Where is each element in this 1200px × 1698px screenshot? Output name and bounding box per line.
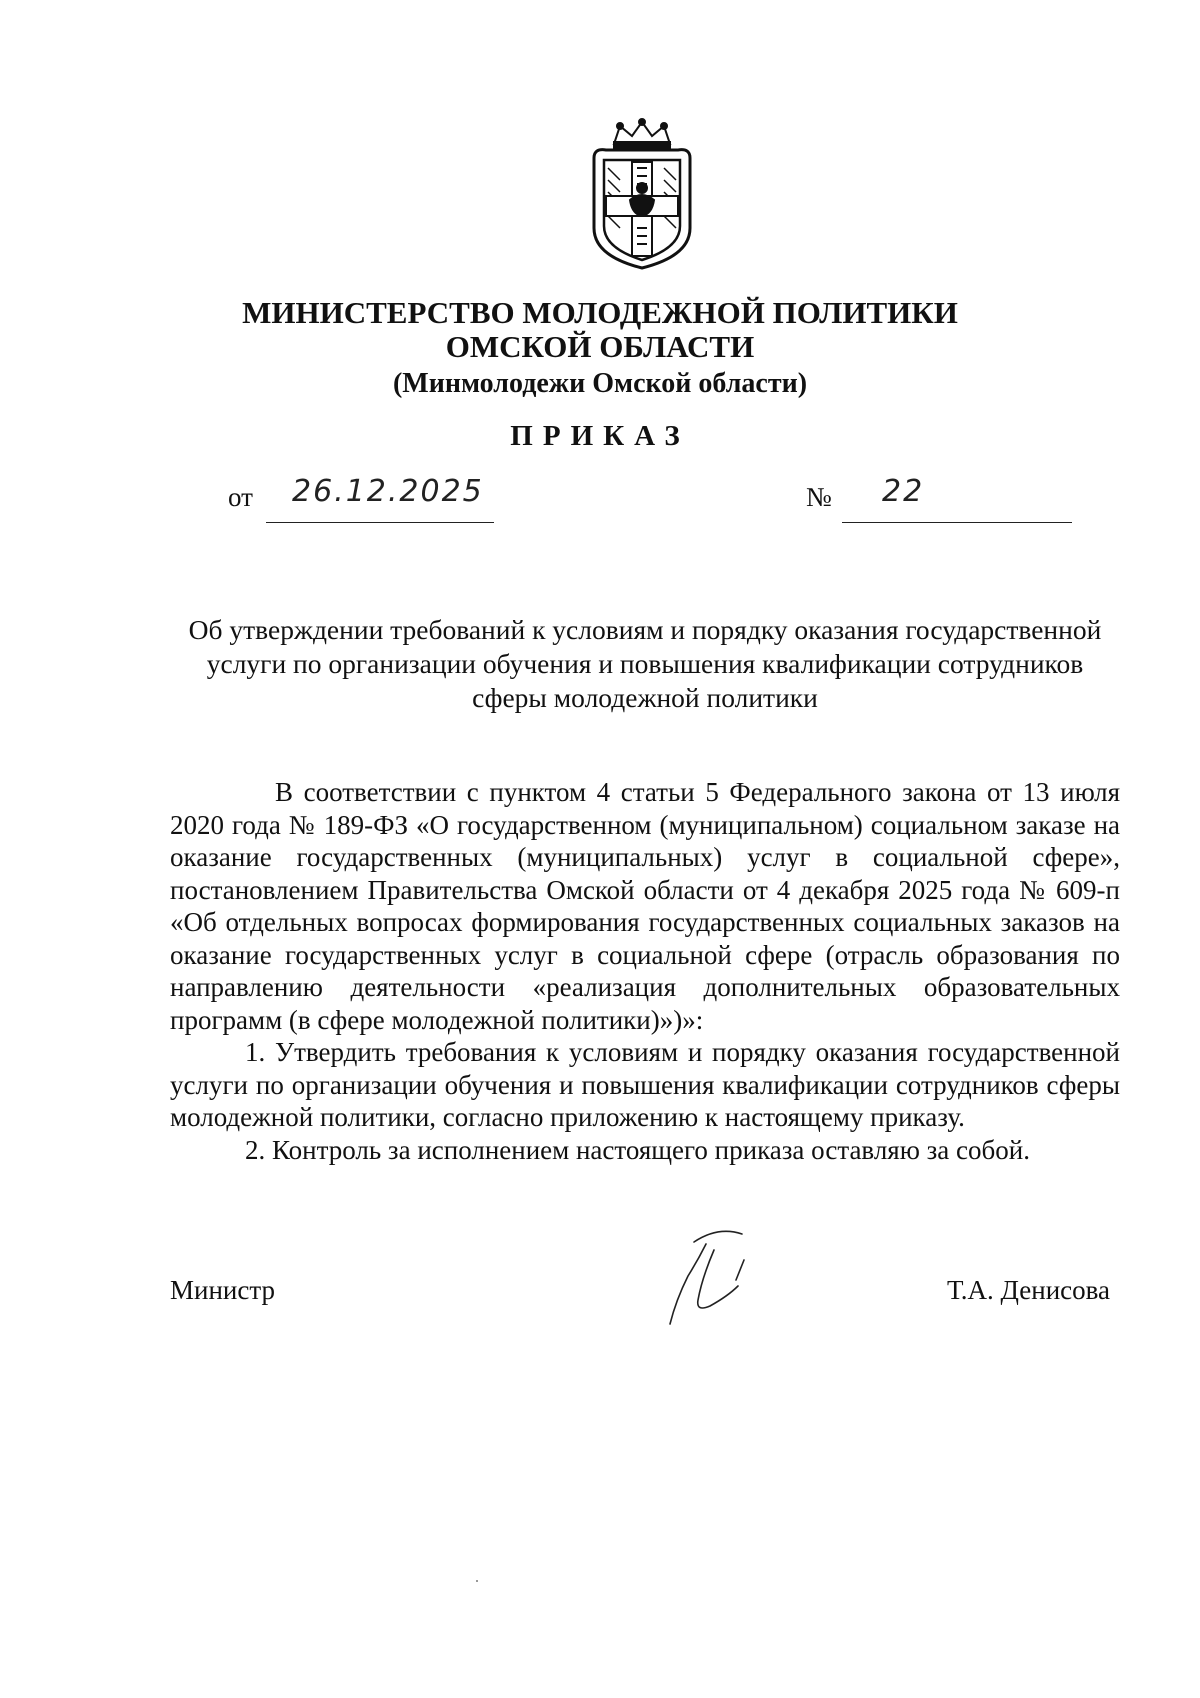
org-short-name: (Минмолодежи Омской области) [392, 368, 808, 399]
scan-speck [476, 1580, 478, 1582]
subject-line1: Об утверждении требований к условиям и порядку оказания государственной [188, 614, 1102, 645]
org-name-line2: ОМСКОЙ ОБЛАСТИ [445, 329, 755, 364]
document-date [228, 474, 484, 513]
date-value: 26.12.2025 [292, 474, 484, 509]
date-label: от [228, 482, 253, 512]
order-item-1: 1. Утвердить требования к условиям и порядку оказания государственной услуги по организации обучения и повышения квалификации сотрудников сферы молодежной политики, согласно приложению к настоящему приказу. [170, 1037, 1120, 1132]
number-field [842, 474, 1072, 523]
coat-of-arms-icon [580, 118, 704, 270]
subject-line3: сферы молодежной политики [472, 682, 818, 713]
document-number [806, 474, 925, 513]
organization-header [0, 296, 1200, 401]
org-name-line1: МИНИСТЕРСТВО МОЛОДЕЖНОЙ ПОЛИТИКИ [242, 295, 958, 330]
order-item-2: 2. Контроль за исполнением настоящего приказа оставляю за собой. [245, 1134, 1030, 1165]
signatory-name: Т.А. Денисова [946, 1275, 1110, 1305]
handwritten-signature-icon [658, 1220, 768, 1332]
date-field [266, 474, 494, 523]
preamble-paragraph: В соответствии с пунктом 4 статьи 5 Федерального закона от 13 июля 2020 года № 189-ФЗ «О государственном (муниципальном) социальном заказе на оказание государственных (муниципальных) услуг в социальной сфере», постановлением Правительства Омской области от 4 декабря 2025 года № 609-п «Об отдельных вопросах формирования государственных социальных заказов на оказание государственных услуг в социальной сфере (отрасль образования по направлению деятельности «реализация дополнительных образовательных программ (в сфере молодежной политики)»)»: [170, 777, 1120, 1035]
document-subject [170, 613, 1120, 715]
subject-line2: услуги по организации обучения и повышения квалификации сотрудников [206, 648, 1084, 679]
document-type-title: ПРИКАЗ [510, 420, 690, 452]
number-value: 22 [882, 474, 925, 509]
number-label: № [806, 482, 832, 512]
signatory-title: Министр [170, 1275, 275, 1305]
document-body [170, 776, 1120, 1166]
